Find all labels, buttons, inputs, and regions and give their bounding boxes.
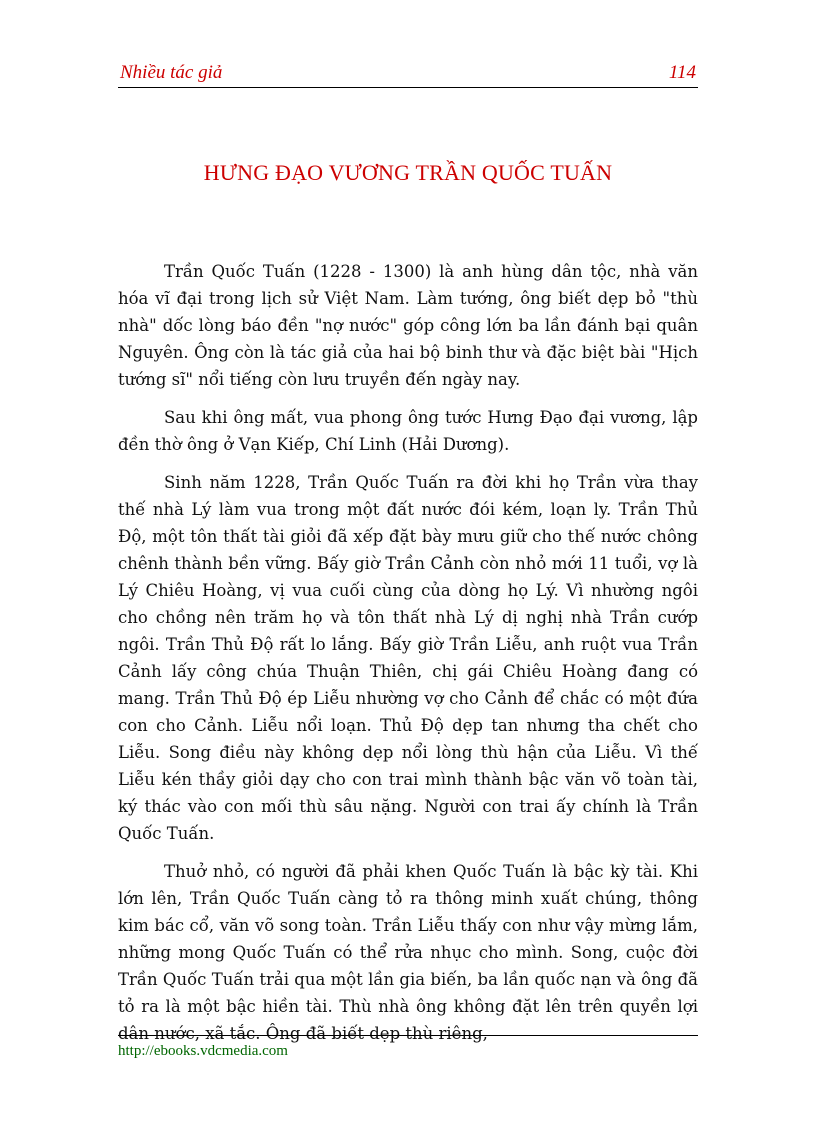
page-header	[118, 60, 698, 88]
paragraph: Sau khi ông mất, vua phong ông tước Hưng Đạo đại vương, lập đền thờ ông ở Vạn Kiếp, Chí Linh (Hải Dương).	[118, 408, 698, 454]
paragraph: Thuở nhỏ, có người đã phải khen Quốc Tuấn là bậc kỳ tài. Khi lớn lên, Trần Quốc Tuấn càng tỏ ra thông minh xuất chúng, thông kim bác cổ, văn võ song toàn. Trần Liễu thấy con như vậy mừng lắm, những mong Quốc Tuấn có thể rửa nhục cho mình. Song, cuộc đời Trần Quốc Tuấn trải qua một lần gia biến, ba lần quốc nạn và ông đã tỏ ra là một bậc hiền tài. Thù nhà ông không đặt lên trên quyền lợi dân nước, xã tắc. Ông đã biết dẹp thù riêng,	[118, 862, 698, 1043]
footer-divider	[118, 1035, 698, 1036]
header-divider	[118, 87, 698, 88]
header-author: Nhiều tác giả	[120, 62, 223, 83]
chapter-title: HƯNG ĐẠO VƯƠNG TRẦN QUỐC TUẤN	[203, 160, 613, 185]
header-page-number: 114	[668, 62, 696, 83]
paragraph: Sinh năm 1228, Trần Quốc Tuấn ra đời khi họ Trần vừa thay thế nhà Lý làm vua trong một đất nước đói kém, loạn ly. Trần Thủ Độ, một tôn thất tài giỏi đã xếp đặt bày mưu giữ cho thế nước chông chênh thành bền vững. Bấy giờ Trần Cảnh còn nhỏ mới 11 tuổi, vợ là Lý Chiêu Hoàng, vị vua cuối cùng của dòng họ Lý. Vì nhường ngôi cho chồng nên trăm họ và tôn thất nhà Lý dị nghị nhà Trần cướp ngôi. Trần Thủ Độ rất lo lắng. Bấy giờ Trần Liễu, anh ruột vua Trần Cảnh lấy công chúa Thuận Thiên, chị gái Chiêu Hoàng đang có mang. Trần Thủ Độ ép Liễu nhường vợ cho Cảnh để chắc có một đứa con cho Cảnh. Liễu nổi loạn. Thủ Độ dẹp tan nhưng tha chết cho Liễu. Song điều này không dẹp nổi lòng thù hận của Liễu. Vì thế Liễu kén thầy giỏi dạy cho con trai mình thành bậc văn võ toàn tài, ký thác vào con mối thù sâu nặng. Người con trai ấy chính là Trần Quốc Tuấn.	[118, 473, 698, 843]
paragraph: Trần Quốc Tuấn (1228 - 1300) là anh hùng dân tộc, nhà văn hóa vĩ đại trong lịch sử Việt Nam. Làm tướng, ông biết dẹp bỏ "thù nhà" dốc lòng báo đền "nợ nước" góp công lớn ba lần đánh bại quân Nguyên. Ông còn là tác giả của hai bộ binh thư và đặc biệt bài "Hịch tướng sĩ" nổi tiếng còn lưu truyền đến ngày nay.	[118, 262, 698, 389]
footer-link[interactable]: http://ebooks.vdcmedia.com	[118, 1043, 288, 1059]
body-text	[118, 258, 698, 1058]
